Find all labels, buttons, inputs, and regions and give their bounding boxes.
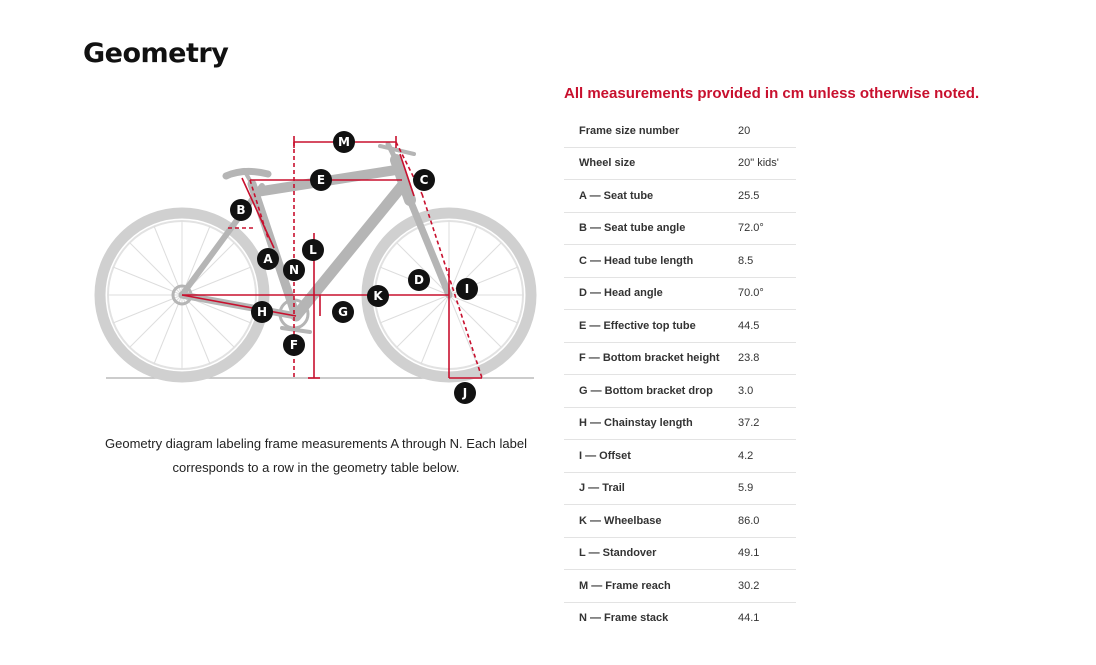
- svg-text:D: D: [414, 273, 424, 287]
- svg-text:F: F: [289, 338, 299, 352]
- table-row: [564, 277, 796, 310]
- row-label: N — Frame stack: [579, 612, 669, 625]
- svg-text:M: M: [338, 135, 350, 149]
- bike-frame: [173, 144, 449, 332]
- marker-h: [251, 301, 273, 323]
- marker-c: [413, 169, 435, 191]
- marker-a: [257, 248, 279, 270]
- row-value: 20" kids': [737, 147, 796, 180]
- row-value: 8.5: [737, 245, 796, 278]
- table-row: [564, 147, 796, 180]
- row-label: I — Offset: [564, 440, 737, 473]
- geometry-diagram: [84, 88, 552, 428]
- svg-text:H: H: [256, 305, 268, 319]
- row-value: 23.8: [737, 342, 796, 375]
- row-label: F — Bottom bracket height: [564, 342, 737, 375]
- marker-i: [456, 278, 478, 300]
- diagram-caption: Geometry diagram labeling frame measurements A through N. Each label corresponds to a row in the geometry table below.: [105, 436, 527, 475]
- row-value: 44.1: [738, 612, 760, 625]
- row-label: Frame size number: [564, 115, 737, 147]
- svg-text:G: G: [338, 305, 348, 319]
- row-value: 20: [737, 115, 796, 147]
- marker-g: [332, 301, 354, 323]
- table-row: [564, 375, 796, 408]
- row-label: J — Trail: [564, 472, 737, 505]
- table-row: [564, 537, 796, 570]
- table-row: [564, 505, 796, 538]
- table-row: [564, 310, 796, 343]
- row-label: E — Effective top tube: [564, 310, 737, 343]
- row-label: D — Head angle: [564, 277, 737, 310]
- row-value: 30.2: [737, 570, 796, 603]
- row-label: K — Wheelbase: [564, 505, 737, 538]
- row-label: G — Bottom bracket drop: [564, 375, 737, 408]
- table-row: [564, 245, 796, 278]
- units-notice: All measurements provided in cm unless otherwise noted.: [564, 85, 980, 102]
- svg-text:I: I: [464, 282, 470, 296]
- row-label: M — Frame reach: [564, 570, 737, 603]
- svg-text:C: C: [419, 173, 429, 187]
- svg-text:K: K: [373, 289, 383, 303]
- row-value: 44.5: [737, 310, 796, 343]
- svg-text:L: L: [309, 243, 317, 257]
- row-label: B — Seat tube angle: [564, 212, 737, 245]
- row-label: L — Standover: [564, 537, 737, 570]
- row-value: 4.2: [737, 440, 796, 473]
- svg-text:B: B: [236, 203, 246, 217]
- marker-j: [454, 382, 476, 404]
- table-row: [564, 602, 796, 634]
- row-value: 37.2: [737, 407, 796, 440]
- marker-d: [408, 269, 430, 291]
- row-value: 25.5: [737, 180, 796, 213]
- table-row: [564, 212, 796, 245]
- marker-e: [310, 169, 332, 191]
- svg-text:A: A: [263, 252, 273, 266]
- marker-k: [367, 285, 389, 307]
- marker-b: [230, 199, 252, 221]
- row-label: C — Head tube length: [564, 245, 737, 278]
- svg-text:J: J: [462, 386, 468, 400]
- table-row: [564, 570, 796, 603]
- marker-f: [283, 334, 305, 356]
- marker-l: [302, 239, 324, 261]
- row-value: 86.0: [737, 505, 796, 538]
- row-value: 49.1: [737, 537, 796, 570]
- table-row: [564, 407, 796, 440]
- row-label: Wheel size: [564, 147, 737, 180]
- table-row: [564, 115, 796, 147]
- table-row: [564, 472, 796, 505]
- row-value: 3.0: [737, 375, 796, 408]
- marker-n: [283, 259, 305, 281]
- page-title: Geometry: [83, 38, 229, 69]
- svg-text:N: N: [288, 263, 300, 277]
- row-label: H — Chainstay length: [564, 407, 737, 440]
- row-value: 72.0°: [737, 212, 796, 245]
- table-row: [564, 342, 796, 375]
- marker-m: [333, 131, 355, 153]
- svg-text:E: E: [316, 173, 326, 187]
- row-label: A — Seat tube: [564, 180, 737, 213]
- geometry-table: [564, 115, 796, 634]
- table-row: [564, 180, 796, 213]
- row-value: 70.0°: [737, 277, 796, 310]
- table-row: [564, 440, 796, 473]
- row-value: 5.9: [737, 472, 796, 505]
